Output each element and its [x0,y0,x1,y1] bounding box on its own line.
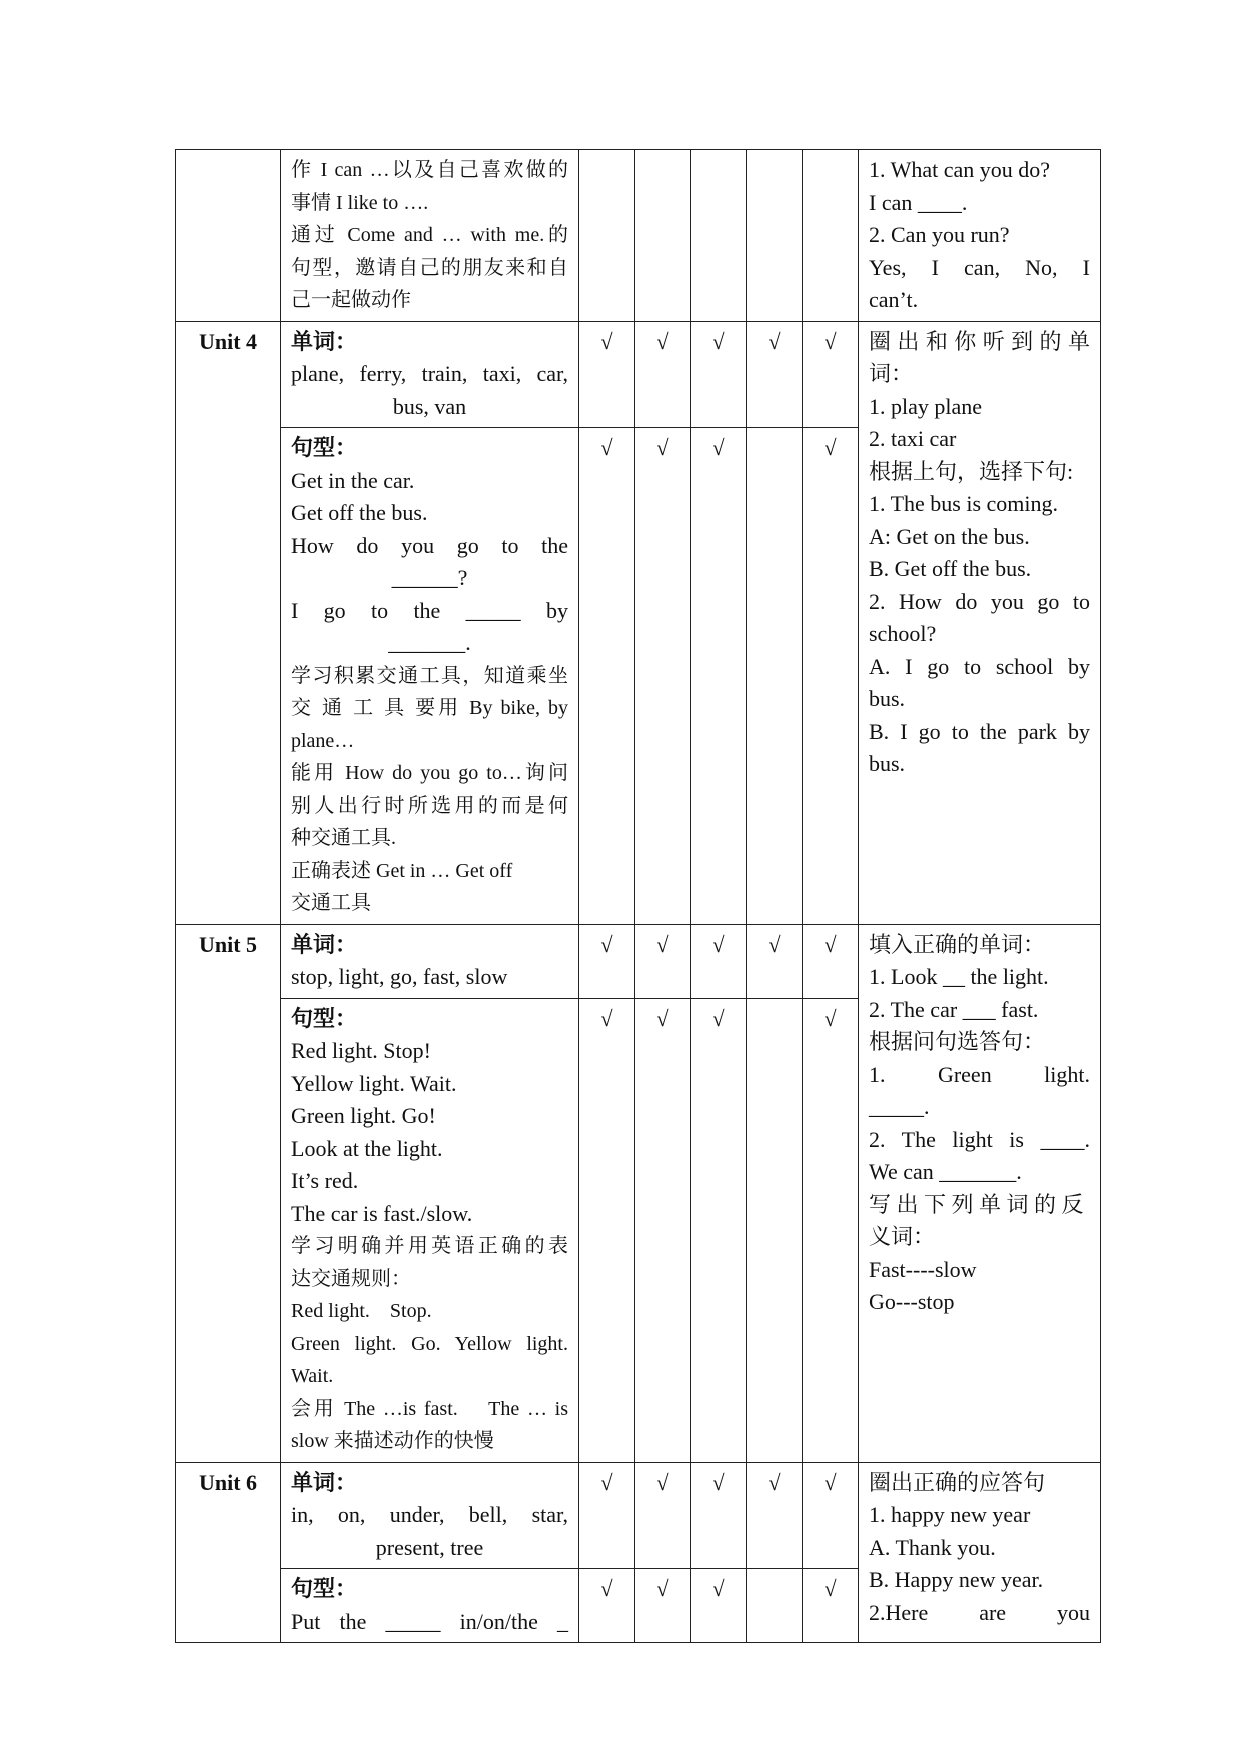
vocab-line: present, tree [375,1534,484,1560]
check-mark: √ [691,428,747,925]
exercise-line: 义词： [869,1224,936,1249]
vocab-heading: 单词： [291,328,358,354]
check-mark: √ [803,998,859,1462]
exercise-line: Go---stop [869,1289,955,1314]
exercise-cell [859,1462,1101,1643]
check-mark: √ [635,428,691,925]
exercise-line: Yes, I can, No, I [869,254,1090,280]
exercise-line: 1. play plane [869,393,983,419]
check-mark: √ [803,1569,859,1643]
exercise-line: school? [869,621,937,646]
exercise-line: 根据问句选答句： [869,1029,1046,1054]
exercise-line: A: Get on the bus. [869,523,1030,549]
pattern-heading: 句型： [291,1005,358,1031]
check-mark: √ [635,321,691,428]
pattern-line: Get in the car. [291,467,415,493]
exercise-line: _____. [869,1094,930,1119]
exercise-line: 1. The bus is coming. [869,491,1059,516]
exercise-line: A. Thank you. [869,1534,996,1560]
table-row [176,924,1101,998]
objective-line: 通过 Come and … with me.的 [291,224,568,246]
exercise-line: I can ____. [869,189,968,215]
note-line: Red light. Stop. [291,1300,432,1322]
note-line: 交 通 工 具 要用 By bike, by [291,697,568,719]
check-mark: √ [635,1569,691,1643]
check-mark: √ [579,321,635,428]
note-line: 正确表述 Get in … Get off [291,859,513,882]
exercise-line: 2. The car ___ fast. [869,996,1039,1022]
pattern-line: Get off the bus. [291,500,428,525]
pattern-line: Yellow light. Wait. [291,1070,457,1096]
check-mark: √ [635,998,691,1462]
check-mark: √ [691,998,747,1462]
exercise-line: 1. Green light. [869,1061,1090,1087]
check-mark: √ [635,924,691,998]
table-row [176,150,1101,322]
exercise-cell [859,924,1101,1462]
unit-label: Unit 5 [176,924,281,1462]
exercise-cell [859,321,1101,924]
check-mark: √ [635,1462,691,1569]
check-mark: √ [579,998,635,1462]
objective-line: 句型，邀请自己的朋友来和自 [291,256,568,279]
pattern-line: I go to the _____ by [291,597,568,623]
check-cell [579,150,635,322]
exercise-line: 2. taxi car [869,426,957,451]
check-mark: √ [691,1569,747,1643]
check-mark: √ [691,1462,747,1569]
vocab-heading: 单词： [291,931,358,957]
check-mark: √ [691,924,747,998]
exercise-line: B. Happy new year. [869,1567,1044,1592]
objectives-cell [281,150,579,322]
exercise-line: 圈出正确的应答句 [869,1469,1046,1495]
pattern-line: How do you go to the [291,532,568,558]
vocab-cell [281,321,579,428]
note-line: 种交通工具. [291,827,396,849]
note-line: 学习积累交通工具，知道乘坐 [291,664,568,687]
pattern-line: Red light. Stop! [291,1038,431,1063]
exercise-line: 2. Can you run? [869,222,1010,247]
exercise-line: bus. [869,686,906,711]
exercise-line: 根据上句，选择下句: [869,458,1074,484]
pattern-heading: 句型： [291,435,358,460]
vocab-line: bus, van [392,393,467,419]
objective-line: 事情 I like to …. [291,191,429,214]
pattern-line: Look at the light. [291,1135,443,1161]
check-mark: √ [579,1462,635,1569]
pattern-cell [281,1569,579,1643]
pattern-line: The car is fast./slow. [291,1200,473,1226]
check-mark: √ [579,924,635,998]
note-line: 会用 The …is fast. The … is [291,1397,568,1420]
note-line: Wait. [291,1365,334,1387]
exercise-line: 2. The light is ____. [869,1126,1090,1152]
pattern-line: It’s red. [291,1168,359,1193]
check-mark [747,998,803,1462]
check-mark: √ [747,1462,803,1569]
vocab-line: stop, light, go, fast, slow [291,964,508,989]
exercise-line: Fast----slow [869,1256,977,1282]
exercise-cell [859,150,1101,322]
vocab-cell [281,924,579,998]
note-line: Green light. Go. Yellow light. [291,1332,568,1355]
check-mark: √ [579,428,635,925]
pattern-cell [281,428,579,925]
exercise-line: can’t. [869,287,919,312]
exercise-line: 1. Look __ the light. [869,964,1049,989]
exercise-line: 词： [869,361,914,386]
pattern-line: Green light. Go! [291,1103,436,1128]
check-mark: √ [803,428,859,925]
pattern-line: ______? [391,565,468,590]
vocab-line: plane, ferry, train, taxi, car, [291,361,568,386]
note-line: slow 来描述动作的快慢 [291,1430,494,1452]
check-mark [747,1569,803,1643]
unit-label: Unit 6 [176,1462,281,1643]
vocab-cell [281,1462,579,1569]
exercise-line: B. Get off the bus. [869,556,1032,581]
exercise-line: A. I go to school by [869,653,1090,679]
check-cell [635,150,691,322]
check-cell [691,150,747,322]
check-mark [747,428,803,925]
pattern-line: Put the _____ in/on/the _ [291,1608,568,1634]
pattern-line: _______. [388,630,471,655]
check-mark: √ [747,924,803,998]
exercise-line: 1. What can you do? [869,157,1051,182]
table-row [176,1462,1101,1569]
check-cell [803,150,859,322]
objective-line: 作 I can …以及自己喜欢做的 [291,159,568,181]
exercise-line: 写 出 下 列 单 词 的 反 [869,1191,1084,1217]
exercise-line: 2. How do you go to [869,588,1090,614]
note-line: 学习明确并用英语正确的表 [291,1235,568,1257]
exercise-line: 圈出和你听到的单 [869,328,1090,354]
pattern-heading: 句型： [291,1576,358,1601]
unit-label: Unit 4 [176,321,281,924]
note-line: 交通工具 [291,892,371,914]
table-row [176,321,1101,428]
unit-cell [176,150,281,322]
check-mark: √ [747,321,803,428]
pattern-cell [281,998,579,1462]
vocab-heading: 单词： [291,1469,358,1495]
note-line: 别人出行时所选用的而是何 [291,794,568,817]
check-mark: √ [579,1569,635,1643]
exercise-line: B. I go to the park by [869,718,1090,744]
check-mark: √ [803,924,859,998]
exercise-line: bus. [869,751,906,776]
note-line: 能用 How do you go to…询问 [291,762,568,784]
note-line: 达交通规则： [291,1267,411,1290]
exercise-line: 2.Here are you [869,1599,1090,1625]
vocab-line: in, on, under, bell, star, [291,1502,568,1527]
exercise-line: We can _______. [869,1159,1022,1184]
check-mark: √ [803,1462,859,1569]
exercise-line: 1. happy new year [869,1502,1031,1527]
objective-line: 己一起做动作 [291,289,411,311]
curriculum-table [175,149,1101,1643]
check-mark: √ [691,321,747,428]
note-line: plane… [291,729,355,752]
check-cell [747,150,803,322]
check-mark: √ [803,321,859,428]
exercise-line: 填入正确的单词： [869,931,1046,957]
